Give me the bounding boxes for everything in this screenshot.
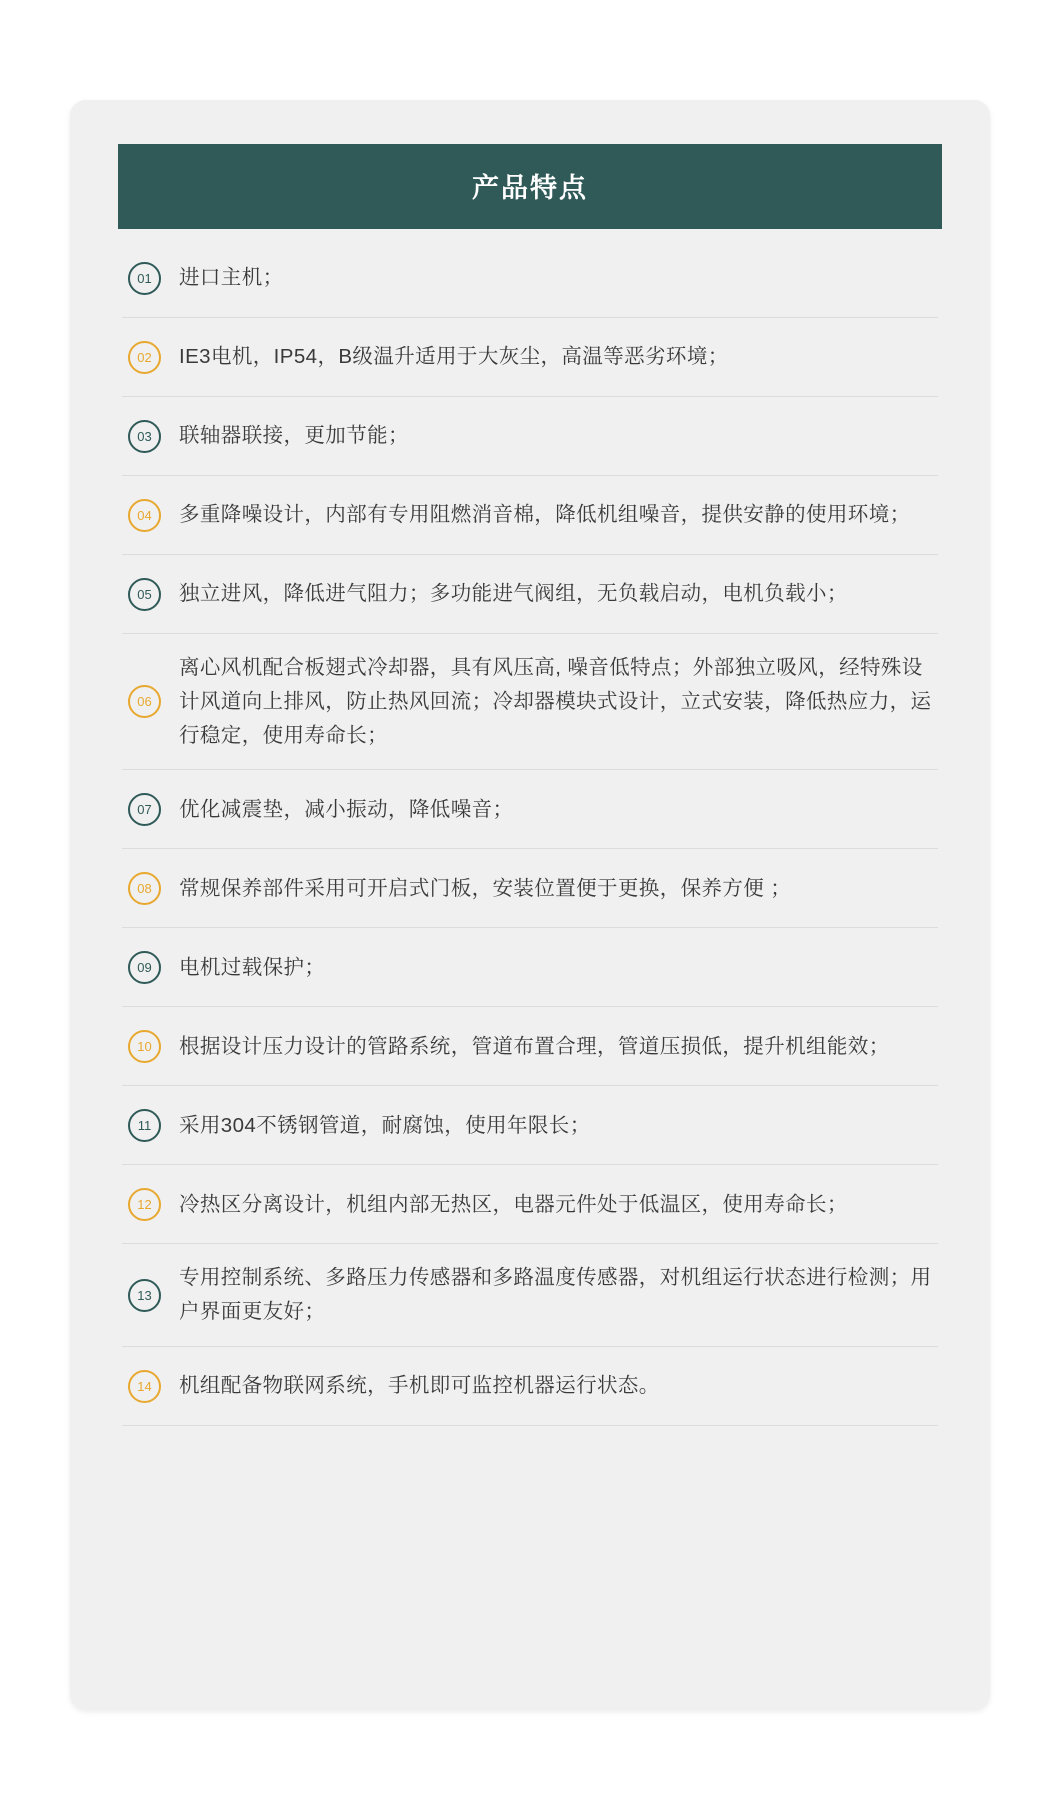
item-number-badge: 06 [128,685,161,718]
item-text: 根据设计压力设计的管路系统，管道布置合理，管道压损低，提升机组能效； [179,1034,890,1058]
item-text: 冷热区分离设计，机组内部无热区，电器元件处于低温区，使用寿命长； [179,1192,848,1216]
list-item [122,1007,938,1086]
item-number-badge: 14 [128,1370,161,1403]
item-text: 优化减震垫，减小振动，降低噪音； [179,797,514,821]
list-item [122,1244,938,1347]
list-item [122,1086,938,1165]
item-text: 进口主机； [179,266,284,290]
list-item [122,318,938,397]
item-number-badge: 03 [128,420,161,453]
item-text: 专用控制系统、多路压力传感器和多路温度传感器，对机组运行状态进行检测；用户界面更友好； [179,1266,932,1324]
item-number-badge: 13 [128,1279,161,1312]
item-text: 采用304不锈钢管道，耐腐蚀，使用年限长； [179,1113,591,1137]
item-text: 机组配备物联网系统，手机即可监控机器运行状态。 [179,1374,660,1398]
item-text: IE3电机，IP54，B级温升适用于大灰尘，高温等恶劣环境； [179,345,729,369]
item-number-badge: 07 [128,793,161,826]
item-text: 离心风机配合板翅式冷却器，具有风压高, 噪音低特点；外部独立吸风，经特殊设计风道向上排风，防止热风回流；冷却器模块式设计，立式安装，降低热应力，运行稳定，使用寿命长； [179,656,932,747]
list-item [122,634,938,770]
list-item [122,397,938,476]
item-number-badge: 08 [128,872,161,905]
page-title: 产品特点 [118,144,942,229]
list-item [122,770,938,849]
item-text: 常规保养部件采用可开启式门板，安装位置便于更换，保养方便 ； [179,876,792,900]
features-card [70,100,990,1710]
list-item [122,239,938,318]
item-text: 多重降噪设计，内部有专用阻燃消音棉，降低机组噪音，提供安静的使用环境； [179,503,911,527]
list-item [122,1347,938,1426]
item-number-badge: 11 [128,1109,161,1142]
item-text: 独立进风，降低进气阻力；多功能进气阀组，无负载启动，电机负载小； [179,582,848,606]
item-number-badge: 01 [128,262,161,295]
item-text: 联轴器联接，更加节能； [179,424,409,448]
item-number-badge: 02 [128,341,161,374]
item-text: 电机过载保护； [179,955,326,979]
list-item [122,928,938,1007]
item-number-badge: 04 [128,499,161,532]
features-list [118,239,942,1426]
list-item [122,476,938,555]
list-item [122,555,938,634]
item-number-badge: 09 [128,951,161,984]
item-number-badge: 05 [128,578,161,611]
list-item [122,849,938,928]
item-number-badge: 12 [128,1188,161,1221]
item-number-badge: 10 [128,1030,161,1063]
list-item [122,1165,938,1244]
